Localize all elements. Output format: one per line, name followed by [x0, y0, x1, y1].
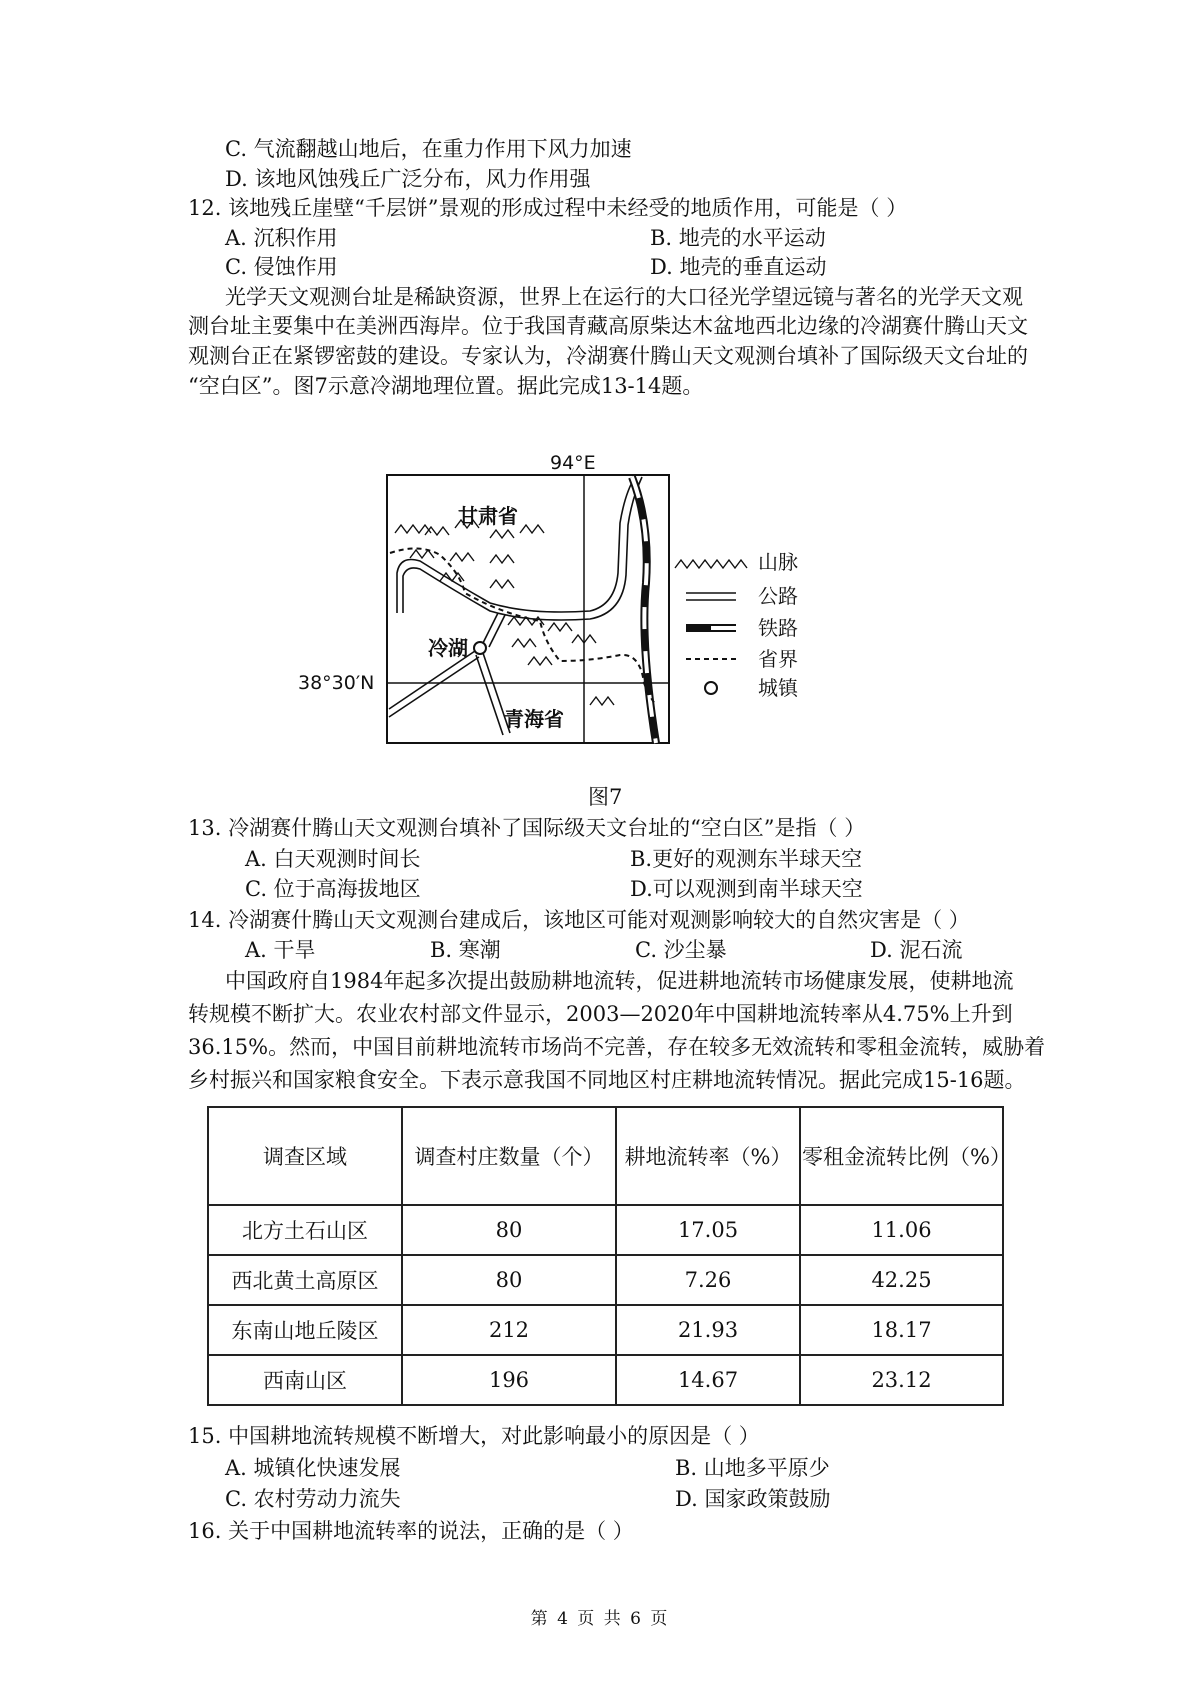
map-legend [675, 550, 800, 700]
table-cell: 11.06 [800, 1205, 1003, 1255]
option-15a: A. 城镇化快速发展 [225, 1456, 401, 1480]
option-11d: D. 该地风蚀残丘广泛分布，风力作用强 [225, 167, 591, 191]
table-row [208, 1255, 1003, 1305]
passage-line-2: 测台址主要集中在美洲西海岸。位于我国青藏高原柴达木盆地西北边缘的冷湖赛什腾山天文 [188, 314, 1028, 338]
option-14c: C. 沙尘暴 [635, 938, 727, 962]
table-cell: 14.67 [616, 1355, 800, 1405]
option-12d: D. 地壳的垂直运动 [650, 255, 827, 279]
figure-7-map [290, 443, 850, 773]
option-15d: D. 国家政策鼓励 [675, 1487, 831, 1511]
table-cell: 42.25 [800, 1255, 1003, 1305]
option-12c: C. 侵蚀作用 [225, 255, 338, 279]
option-13b: B.更好的观测东半球天空 [630, 847, 863, 871]
option-15b: B. 山地多平原少 [675, 1456, 830, 1480]
map-frame [387, 475, 669, 743]
legend-railway-label: 铁路 [758, 616, 798, 640]
table-cell: 7.26 [616, 1255, 800, 1305]
table-cell: 80 [402, 1205, 616, 1255]
option-15c: C. 农村劳动力流失 [225, 1487, 401, 1511]
table-cell: 东南山地丘陵区 [208, 1305, 402, 1355]
figure-caption: 图7 [588, 785, 623, 809]
longitude-label: 94°E [550, 452, 596, 474]
lenghu-label: 冷湖 [428, 636, 468, 660]
question-16: 16. 关于中国耕地流转率的说法，正确的是（ ） [188, 1519, 634, 1543]
table-row [208, 1355, 1003, 1405]
question-14: 14. 冷湖赛什腾山天文观测台建成后，该地区可能对观测影响较大的自然灾害是（ ） [188, 908, 970, 932]
option-12b: B. 地壳的水平运动 [650, 226, 826, 250]
option-14a: A. 干旱 [245, 938, 316, 962]
passage-line-3: 观测台正在紧锣密鼓的建设。专家认为，冷湖赛什腾山天文观测台填补了国际级天文台址的 [188, 344, 1028, 368]
table-cell: 80 [402, 1255, 616, 1305]
table-cell: 21.93 [616, 1305, 800, 1355]
mountain-symbols [395, 520, 614, 705]
table-header-cell: 调查区域 [208, 1107, 402, 1205]
qinghai-label: 青海省 [504, 707, 564, 731]
table-cell: 196 [402, 1355, 616, 1405]
passage-line-1: 光学天文观测台址是稀缺资源，世界上在运行的大口径光学望远镜与著名的光学天文观 [225, 285, 1023, 309]
latitude-label: 38°30′N [298, 672, 375, 694]
passage2-line-3: 36.15%。然而，中国目前耕地流转市场尚不完善，存在较多无效流转和零租金流转，威胁着 [188, 1035, 1046, 1059]
passage2-line-4: 乡村振兴和国家粮食安全。下表示意我国不同地区村庄耕地流转情况。据此完成15-16题。 [188, 1068, 1026, 1092]
legend-boundary-label: 省界 [758, 647, 798, 671]
option-11c: C. 气流翻越山地后，在重力作用下风力加速 [225, 137, 632, 161]
option-14d: D. 泥石流 [870, 938, 963, 962]
land-transfer-table [207, 1106, 1011, 1406]
option-14b: B. 寒潮 [430, 938, 501, 962]
table-row [208, 1205, 1003, 1255]
table-row [208, 1305, 1003, 1355]
passage2-line-1: 中国政府自1984年起多次提出鼓励耕地流转，促进耕地流转市场健康发展，使耕地流 [225, 969, 1014, 993]
legend-road-label: 公路 [758, 584, 798, 608]
table-header-row [208, 1107, 1003, 1205]
table-header-cell: 零租金流转比例（%） [800, 1107, 1003, 1205]
page-footer: 第 4 页 共 6 页 [530, 1609, 670, 1629]
lenghu-town-marker [474, 642, 486, 654]
legend-town-label: 城镇 [758, 676, 798, 700]
question-12: 12. 该地残丘崖壁“千层饼”景观的形成过程中未经受的地质作用，可能是（ ） [188, 196, 908, 220]
table-cell: 18.17 [800, 1305, 1003, 1355]
passage-line-4: “空白区”。图7示意冷湖地理位置。据此完成13-14题。 [188, 374, 704, 398]
table-cell: 17.05 [616, 1205, 800, 1255]
legend-mountain-symbol [675, 560, 747, 568]
option-13d: D.可以观测到南半球天空 [630, 877, 863, 901]
table-cell: 西北黄土高原区 [208, 1255, 402, 1305]
table-header-cell: 耕地流转率（%） [616, 1107, 800, 1205]
table-cell: 23.12 [800, 1355, 1003, 1405]
question-13: 13. 冷湖赛什腾山天文观测台填补了国际级天文台址的“空白区”是指（ ） [188, 816, 866, 840]
option-12a: A. 沉积作用 [225, 226, 338, 250]
option-13a: A. 白天观测时间长 [245, 847, 421, 871]
legend-mountain-label: 山脉 [758, 550, 798, 574]
gansu-label: 甘肃省 [458, 504, 518, 528]
option-13c: C. 位于高海拔地区 [245, 877, 421, 901]
passage2-line-2: 转规模不断扩大。农业农村部文件显示，2003—2020年中国耕地流转率从4.75%上升到 [188, 1002, 1013, 1026]
table-header-cell: 调查村庄数量（个） [402, 1107, 616, 1205]
table-cell: 212 [402, 1305, 616, 1355]
question-15: 15. 中国耕地流转规模不断增大，对此影响最小的原因是（ ） [188, 1424, 760, 1448]
table-cell: 北方土石山区 [208, 1205, 402, 1255]
table-cell: 西南山区 [208, 1355, 402, 1405]
railway-line [632, 477, 656, 743]
